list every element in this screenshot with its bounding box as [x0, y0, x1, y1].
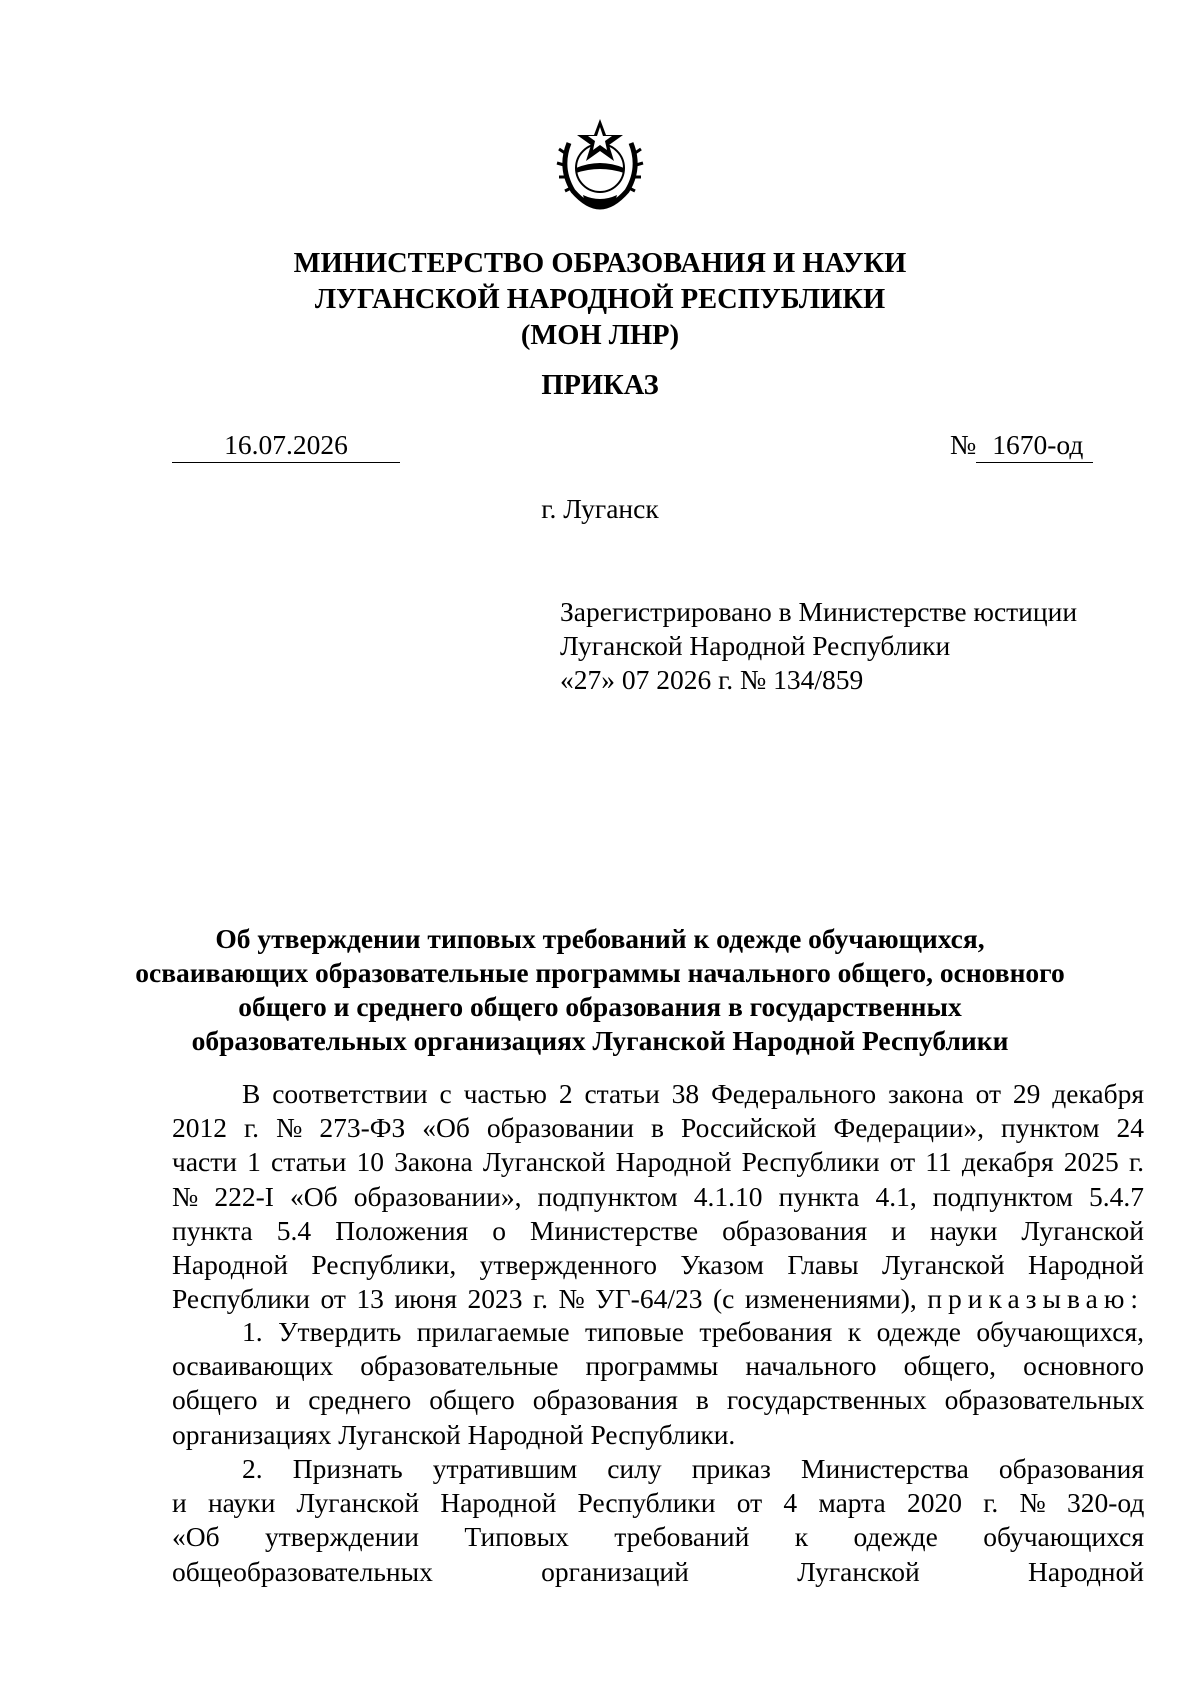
text-line: № 222-I «Об образовании», подпунктом 4.1.10 пункта 4.1, подпунктом 5.4.7	[172, 1180, 1145, 1212]
subject-line-3: общего и среднего общего образования в государственных	[238, 991, 962, 1022]
text-line: 2. Признать утратившим силу приказ Министерства образования	[242, 1453, 1144, 1484]
registration-line-1: Зарегистрировано в Министерстве юстиции	[560, 596, 1078, 627]
text-line: организациях Луганской Народной Республики.	[172, 1418, 736, 1450]
order-number-block	[950, 428, 1093, 463]
text-line: части 1 статьи 10 Закона Луганской Народной Республики от 11 декабря 2025 г.	[172, 1146, 1144, 1178]
text-line: и науки Луганской Народной Республики от 4 марта 2020 г. № 320-од	[172, 1487, 1145, 1519]
text-line: Республики от 13 июня 2023 г. № УГ-64/23 (с изменениями),	[172, 1283, 917, 1315]
order-date: 16.07.2026	[172, 428, 400, 463]
document-type-title: ПРИКАЗ	[541, 370, 659, 401]
city-name: г. Луганск	[541, 493, 659, 524]
text-line: 2012 г. № 273-ФЗ «Об образовании в Российской Федерации», пунктом 24	[172, 1112, 1144, 1144]
ministry-name-line-2: ЛУГАНСКОЙ НАРОДНОЙ РЕСПУБЛИКИ	[314, 284, 886, 315]
registration-line-2: Луганской Народной Республики	[560, 630, 951, 661]
text-line: осваивающих образовательные программы начального общего, основного	[172, 1350, 1144, 1382]
clause-2-paragraph	[172, 1452, 1144, 1589]
subject-line-1: Об утверждении типовых требований к одежде обучающихся,	[215, 923, 985, 954]
ministry-abbreviation: (МОН ЛНР)	[520, 320, 680, 351]
text-line: общего и среднего общего образования в государственных образовательных	[172, 1384, 1145, 1416]
subject-line-4: образовательных организациях Луганской Народной Республики	[191, 1025, 1009, 1056]
coat-of-arms-icon	[555, 113, 645, 213]
order-word: приказываю:	[927, 1283, 1144, 1315]
text-line: «Об утверждении Типовых требований к одежде обучающихся	[172, 1521, 1144, 1553]
text-line: общеобразовательных организаций Луганской Народной	[172, 1555, 1144, 1587]
clause-1-paragraph	[172, 1315, 1144, 1452]
text-line: 1. Утвердить прилагаемые типовые требования к одежде обучающихся,	[242, 1316, 1144, 1347]
order-number: 1670-од	[976, 428, 1093, 463]
text-line: Народной Республики, утвержденного Указом Главы Луганской Народной	[172, 1248, 1144, 1280]
ministry-name-line-1: МИНИСТЕРСТВО ОБРАЗОВАНИЯ И НАУКИ	[293, 248, 907, 279]
preamble-paragraph	[172, 1077, 1144, 1316]
text-line: В соответствии с частью 2 статьи 38 Федерального закона от 29 декабря	[242, 1078, 1144, 1109]
text-line-with-order	[172, 1282, 1144, 1316]
text-line: пункта 5.4 Положения о Министерстве образования и науки Луганской	[172, 1214, 1144, 1246]
subject-line-2: осваивающих образовательные программы начального общего, основного	[135, 957, 1065, 988]
registration-line-3: «27» 07 2026 г. № 134/859	[560, 664, 864, 695]
number-sign: №	[950, 429, 977, 460]
